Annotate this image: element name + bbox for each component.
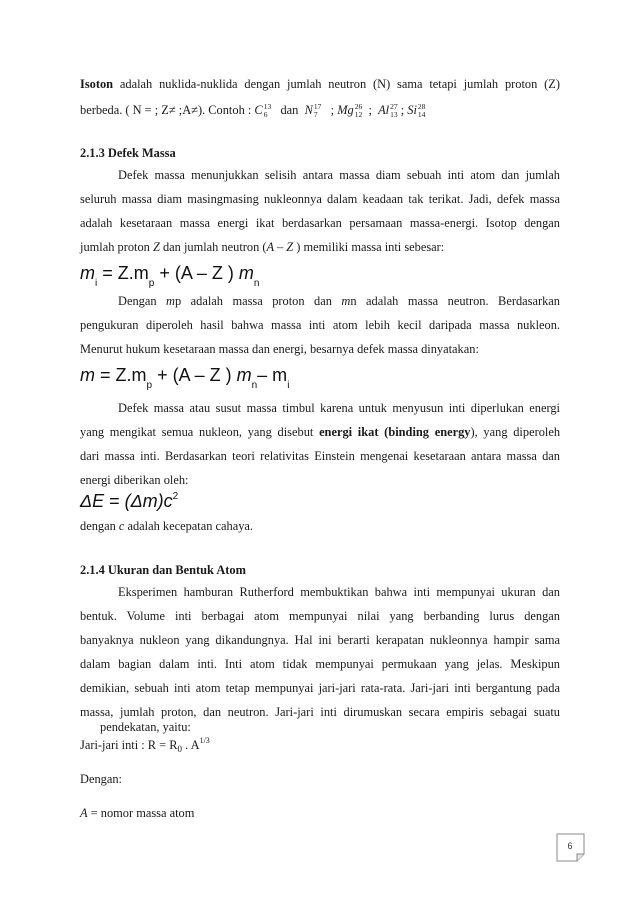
bold-term: energi ikat	[319, 425, 379, 439]
nuclide-atomic: 7	[313, 110, 318, 120]
nuclide-mass: 13	[263, 102, 272, 112]
separator: ;	[330, 103, 335, 117]
var-m: m	[166, 294, 175, 308]
text-run: jumlah proton	[80, 240, 153, 254]
eq-term: Z.m	[117, 263, 149, 283]
nuclide-si28	[407, 102, 425, 119]
isoton-line-2	[80, 102, 560, 119]
paragraph-line: seluruh massa diam masingmasing nukleonnya dalam keadaan tak terikat. Jadi, defek massa	[80, 192, 560, 206]
isoton-text-2: berbeda. ( N = ; Z≠ ;A≠). Contoh :	[80, 103, 252, 117]
var-z: Z	[152, 240, 160, 254]
nuclide-mg26	[337, 102, 362, 119]
eq-sub: p	[148, 278, 155, 289]
nuclide-mass: 28	[417, 102, 426, 112]
text-run: dan jumlah neutron (	[159, 240, 267, 254]
a-definition	[80, 805, 560, 821]
eq-term: Z.m	[115, 365, 147, 385]
eq-sup: 2	[172, 491, 179, 502]
eq-term: =	[97, 263, 118, 283]
text-run: Dengan	[118, 294, 167, 308]
text-run: . A	[182, 738, 200, 752]
text-run: yang mengikat semua nukleon, yang disebut	[80, 425, 320, 439]
eq-sub: i	[95, 278, 98, 289]
eq-sub: i	[287, 380, 290, 391]
paragraph-line: pengukuran diperoleh hasil bahwa massa inti atom lebih kecil daripada massa nukleon.	[80, 318, 560, 332]
separator: ;	[400, 103, 405, 117]
separator: ;	[368, 103, 372, 117]
nuclide-mass: 27	[390, 102, 398, 112]
eq-sub: p	[146, 380, 153, 391]
nuclide-symbol: Al	[378, 103, 390, 117]
paragraph-line	[118, 293, 560, 309]
section-heading-ukuran-atom: 2.1.4 Ukuran dan Bentuk Atom	[80, 563, 246, 577]
eq-term: m	[236, 365, 252, 385]
paragraph-line: Defek massa atau susut massa timbul karena untuk menyusun inti diperlukan energi	[118, 401, 560, 415]
bold-term: binding energy	[388, 425, 471, 439]
eq-sub: n	[253, 278, 260, 289]
text-run: ) memiliki massa inti sebesar:	[293, 240, 445, 254]
paragraph-line: energi diberikan oleh:	[80, 473, 189, 487]
formula-sub: 0	[177, 744, 182, 754]
paragraph-line: Eksperimen hamburan Rutherford membuktikan bahwa inti mempunyai ukuran dan	[118, 585, 560, 599]
text-run: = nomor massa atom	[87, 806, 195, 820]
text-run: adalah kecepatan cahaya.	[124, 519, 254, 533]
nuclide-al27	[378, 102, 398, 119]
nuclide-symbol: N	[304, 103, 313, 117]
paragraph-line: dari massa inti. Berdasarkan teori relativitas Einstein mengenai kesetaraan antara massa dan	[80, 449, 560, 463]
paragraph-line: Defek massa menunjukkan selisih antara massa diam sebuah inti atom dan jumlah	[118, 168, 560, 182]
text-run: dengan	[80, 519, 119, 533]
nuclide-mass: 26	[354, 102, 363, 112]
radius-formula	[80, 737, 560, 755]
var-a-minus-z: A – Z	[266, 240, 294, 254]
eq-term: ΔE	[80, 491, 105, 511]
paragraph-line: dalam bagian dalam inti. Inti atom tidak mempunyai permukaan yang jelas. Meskipun	[80, 657, 560, 671]
eq-term: m	[80, 365, 95, 385]
paragraph-line: massa, jumlah proton, dan neutron. Jari-jari inti dirumuskan secara empiris sebagai suatu	[80, 705, 560, 719]
eq-sub: n	[251, 380, 258, 391]
eq-term: + (A – Z )	[154, 263, 239, 283]
var-m: m	[341, 294, 351, 308]
paragraph-line	[80, 239, 560, 255]
nuclide-symbol: Si	[407, 103, 417, 117]
paragraph-line	[80, 424, 560, 440]
eq-term: =	[95, 365, 116, 385]
eq-term: m	[238, 263, 254, 283]
var-a: A	[80, 806, 88, 820]
dengan-label: Dengan:	[80, 772, 122, 786]
var-c: c	[118, 519, 125, 533]
page-number: 6	[567, 841, 573, 851]
isoton-text-1: adalah nuklida-nuklida dengan jumlah neutron (N) sama tetapi jumlah proton (Z)	[119, 77, 560, 91]
text-run: ), yang diperoleh	[470, 425, 561, 439]
nuclide-n17	[305, 102, 322, 119]
text-run: p adalah massa proton dan	[174, 294, 342, 308]
paragraph-line	[80, 518, 560, 534]
nuclide-mass: 17	[313, 102, 322, 112]
isoton-line-1	[80, 76, 560, 92]
paragraph-line: bentuk. Volume inti berbagai atom mempunyai nilai yang berbanding lurus dengan	[80, 609, 560, 623]
bold-term: (	[378, 425, 389, 439]
nuclide-atomic: 13	[390, 110, 398, 120]
nuclide-symbol: Mg	[337, 103, 354, 117]
nuclide-atomic: 14	[417, 110, 426, 120]
paragraph-line: pendekatan, yaitu:	[100, 720, 191, 734]
eq-term: + (A – Z )	[152, 365, 237, 385]
nuclide-c13	[254, 102, 271, 119]
paragraph-line: demikian, sebuah inti atom tetap mempunyai jari-jari rata-rata. Jari-jari inti bergantung pada	[80, 681, 560, 695]
nuclide-atomic: 6	[263, 110, 268, 120]
eq-term: m	[80, 263, 95, 283]
text-run: Jari-jari inti : R = R	[80, 738, 178, 752]
text-run: n adalah massa neutron. Berdasarkan	[350, 294, 560, 308]
paragraph-line: adalah kesetaraan massa energi ikat berdasarkan persamaan massa-energi. Isotop dengan	[80, 216, 560, 230]
isoton-term: Isoton	[80, 77, 114, 91]
section-heading-defek-massa: 2.1.3 Defek Massa	[80, 146, 176, 160]
page-number-badge	[556, 833, 586, 863]
formula-sup: 1/3	[199, 736, 210, 745]
nuclide-symbol: C	[254, 103, 263, 117]
paragraph-line: banyaknya nukleon yang dikandungnya. Hal ini berarti kerapatan nukleonnya hampir sama	[80, 633, 560, 647]
eq-term: – m	[257, 365, 288, 385]
nuclide-atomic: 12	[354, 110, 363, 120]
eq-term: (Δm)c	[124, 491, 173, 511]
equation-defek-massa	[80, 364, 289, 390]
equation-energy	[80, 490, 178, 516]
eq-term: =	[104, 491, 125, 511]
dan-text: dan	[280, 103, 299, 117]
paragraph-line: Menurut hukum kesetaraan massa dan energi, besarnya defek massa dinyatakan:	[80, 342, 479, 356]
equation-inti-mass	[80, 262, 259, 288]
